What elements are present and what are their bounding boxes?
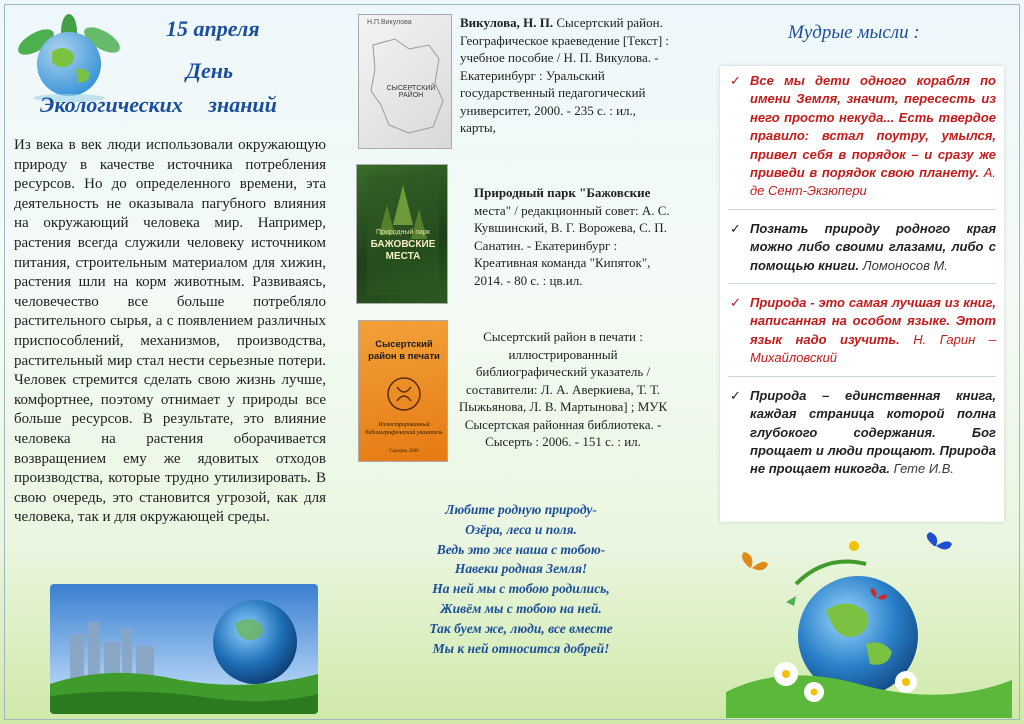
day-heading: День — [186, 58, 234, 83]
book-cover-title: Сысертский район в печати — [368, 339, 440, 362]
title-word-1: Экологических — [40, 92, 183, 117]
globe-leaves-icon — [14, 12, 124, 104]
book-cover-title: БАЖОВСКИЕ МЕСТА — [370, 239, 436, 262]
quote-author: Н. Гарин – Михайловский — [750, 331, 996, 366]
quote-text: Природа – единственная книга, каждая страница которой полна глубокого содержания. Бог прощает и люди прощают. Природа не прощает никогда. — [750, 387, 996, 477]
book-cover-label: Природный парк — [376, 229, 430, 236]
poem — [372, 500, 670, 658]
earth-city-image — [50, 584, 318, 714]
book-cover-label: Н.П.Викулова — [367, 19, 412, 26]
book-cover-in-print — [358, 320, 448, 462]
poem-line: Мы к ней относится добрей! — [432, 640, 610, 656]
quote-item — [728, 220, 996, 284]
quote-author: Ломоносов М. — [862, 257, 948, 273]
book-description: Сысертский район. Географическое краеведение [Текст] : учебное пособие / Н. П. Викулова. - Екатеринбург : Уральский государственный педагогический университет, 2000. - 235 с. : ил., карты, — [460, 15, 670, 135]
quote-text: Природа - это самая лучшая из книг, написанная на особом языке. Этот язык надо изучить. — [750, 295, 996, 347]
book-cover-bazhov — [356, 164, 448, 304]
checkmark-icon: ✓ — [730, 220, 741, 236]
book-title: Природный парк "Бажовские — [474, 185, 651, 200]
book-cover-vikulova — [358, 14, 452, 149]
checkmark-icon: ✓ — [730, 387, 741, 403]
bee-icon — [849, 541, 859, 551]
book-description: места" / редакционный совет: А. С. Кувшинский, В. Г. Ворожева, С. П. Санатин. - Екатеринбург : Креативная команда "Кипяток", 2014. - 80 с. : цв.ил. — [474, 202, 670, 288]
poem-line: На ней мы с тобою родились, — [432, 581, 610, 597]
globe-butterflies-image — [726, 532, 1012, 718]
poem-line: Навеки родная Земля! — [454, 561, 588, 577]
book-entry-1 — [460, 14, 670, 137]
book-entry-3: Сысертский район в печати : иллюстрированный библиографический указатель / составители: Л. А. Аверкиева, Т. Т. Пыжьянова, Л. В. Мартынова] ; МУК Сысертская районная библиотека. - Сысерть : 2006. - 151 с. : ил. — [458, 329, 668, 449]
quote-item — [728, 294, 996, 377]
poem-line: Озёра, леса и поля. — [465, 521, 577, 537]
quote-text: Все мы дети одного корабля по имени Земля, значит, пересесть из него просто некуда... Есть твердое правило: встал поутру, умылся, привел себя в порядок – и сразу же приведи в порядок свою планету. — [750, 73, 996, 181]
quote-author: Гете И.В. — [893, 461, 955, 477]
poem-line: Живём мы с тобою на ней. — [440, 600, 602, 616]
checkmark-icon: ✓ — [730, 295, 741, 311]
book-author: Викулова, Н. П. — [460, 15, 554, 30]
quote-item — [728, 72, 996, 210]
poem-line: Любите родную природу- — [445, 502, 597, 517]
quote-text: Познать природу родного края можно либо своими глазами, либо с помощью книги. — [750, 220, 996, 273]
quote-author: А. де Сент-Экзюпери — [750, 165, 996, 199]
book-cover-year: Сысерть 2006 — [389, 449, 419, 454]
book-entry-2 — [474, 184, 670, 289]
date-heading: 15 апреля — [166, 16, 260, 41]
intro-paragraph: Из века в век люди использовали окружающую природу в качестве источника потребления ресурсов. Но до определенного времени, эта деятельность не оказывала пагубного влияния на окружающий человека мир. Например, растения всегда служили человеку источником питания, строительным материалом для хижин, растения шли на корм животным. Развиваясь, человечество все больше потребляло растительного сырья, а с появлением различных приспособлений, механизмов, производства, растительный мир стал нести серьезные потери. Человек стремится сделать свою жизнь лучше, комфортнее, поэтому отнимает у природы все больше ресурсов. В результате, это влияние человека на растения оборачивается возвращением ему же ядовитых отходов производства, которые трудно утилизировать. В свою очередь, это становится угрозой, как для человека, так и для окружающей среды. — [14, 137, 326, 526]
book-cover-subtitle: Иллюстрированный библиографический указатель — [365, 422, 443, 436]
poem-line: Ведь это же наша с тобою- — [436, 541, 606, 557]
quote-item — [728, 387, 996, 487]
title-word-2: знаний — [208, 92, 277, 117]
emblem-icon — [383, 373, 425, 415]
checkmark-icon: ✓ — [730, 73, 741, 88]
book-cover-title: СЫСЕРТСКИЙ РАЙОН — [386, 85, 436, 99]
title-heading — [40, 92, 277, 118]
map-outline-icon — [359, 15, 452, 149]
poem-line: Так буем же, люди, все вместе — [429, 620, 613, 636]
quotes-panel — [720, 66, 1004, 522]
wise-thoughts-heading: Мудрые мысли : — [788, 22, 920, 43]
